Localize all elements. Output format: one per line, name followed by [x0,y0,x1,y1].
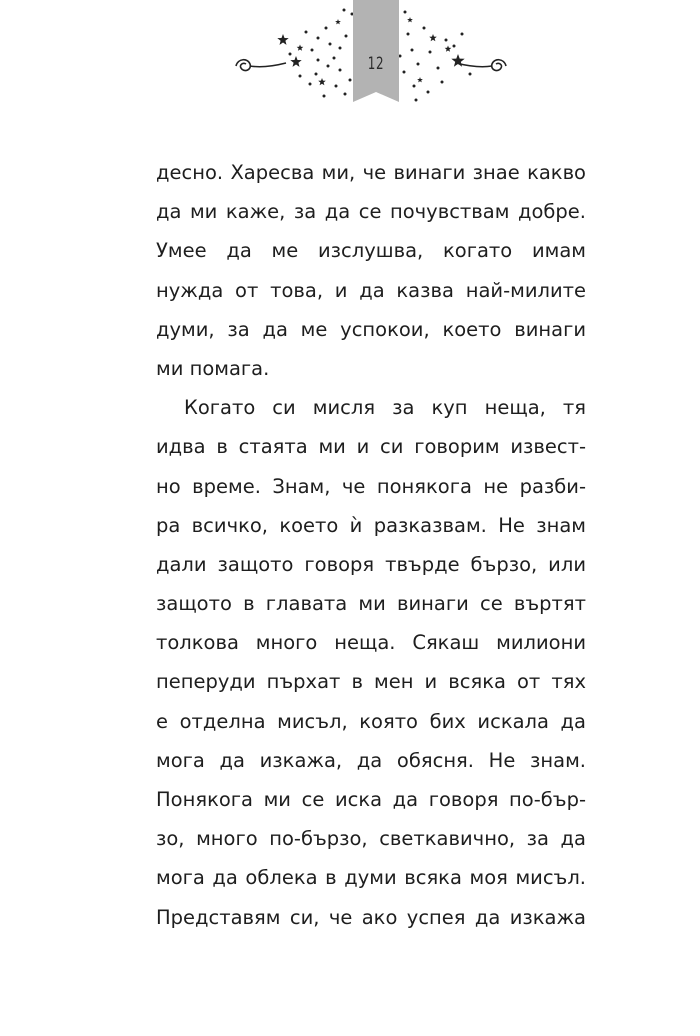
text-line: зо, много по-бързо, светкавично, за да [156,827,586,851]
text-line: мога да изкажа, да обясня. Не знам. [156,748,586,772]
dot-icon [315,73,318,76]
dot-icon [427,91,430,94]
text-line: ра всичко, което ѝ разказвам. Не знам [156,513,586,537]
dot-icon [407,33,410,36]
dot-icon [317,37,320,40]
dot-icon [323,95,326,98]
text-line: ми помага. [156,356,270,380]
dot-icon [441,81,444,84]
dot-icon [423,27,426,30]
dot-icon [349,79,352,82]
dot-icon [404,11,407,14]
dot-icon [437,67,440,70]
dot-icon [403,71,406,74]
text-line: дали защото говоря твърде бързо, или [156,552,586,576]
dot-icon [327,65,330,68]
star-icon [277,34,288,45]
star-icon [318,78,326,85]
dot-icon [345,35,348,38]
text-line: защото в главата ми винаги се въртят [156,592,586,616]
dot-icon [335,85,338,88]
star-icon [445,46,452,52]
text-line: думи, за да ме успокои, което винаги [156,317,586,341]
text-line: Умее да ме изслушва, когато имам [156,239,586,263]
text-line: Представям си, че ако успея да изкажа [156,905,586,929]
dot-icon [429,51,432,54]
text-line: пеперуди пърхат в мен и всяка от тях [156,670,586,694]
star-icon [297,45,304,51]
text-line: толкова много неща. Сякаш милиони [156,631,586,655]
star-icon [290,56,301,67]
dot-icon [461,33,464,36]
dot-icon [417,63,420,66]
text-line: Когато си мисля за куп неща, тя [184,396,586,420]
text-line: но време. Знам, че понякога не разби- [156,474,586,498]
swirl-icon [456,60,506,71]
dot-icon [445,39,448,42]
body-text [156,153,586,937]
star-icon [429,34,437,41]
dot-icon [469,73,472,76]
dot-icon [344,93,347,96]
page-number-tab [353,0,399,102]
dot-icon [411,49,414,52]
dot-icon [329,43,332,46]
text-line: да ми каже, за да се почувствам добре. [156,200,586,224]
dot-icon [333,57,336,60]
dot-icon [339,69,342,72]
dot-icon [413,85,416,88]
text-line: мога да облека в думи всяка моя мисъл. [156,866,586,890]
star-icon [407,17,413,22]
dot-icon [289,53,292,56]
text-line: нужда от това, и да казва най-милите [156,278,586,302]
dot-icon [305,31,308,34]
swirl-icon [236,60,286,71]
dot-icon [339,47,342,50]
dot-icon [453,45,456,48]
star-ornament-icon [0,0,700,110]
page-header [0,0,700,110]
dot-icon [317,59,320,62]
text-line: идва в стаята ми и си говорим извест- [156,435,586,459]
page-number: 12 [367,54,385,74]
dot-icon [299,75,302,78]
text-line: е отделна мисъл, която бих искала да [156,709,586,733]
dot-icon [311,49,314,52]
dot-icon [309,83,312,86]
star-icon [335,19,341,24]
dot-icon [415,99,418,102]
text-line: десно. Харесва ми, че винаги знае какво [156,161,586,184]
star-icon [417,77,423,82]
dot-icon [343,9,346,12]
text-line: Понякога ми се иска да говоря по-бър- [156,788,586,811]
dot-icon [325,27,328,30]
